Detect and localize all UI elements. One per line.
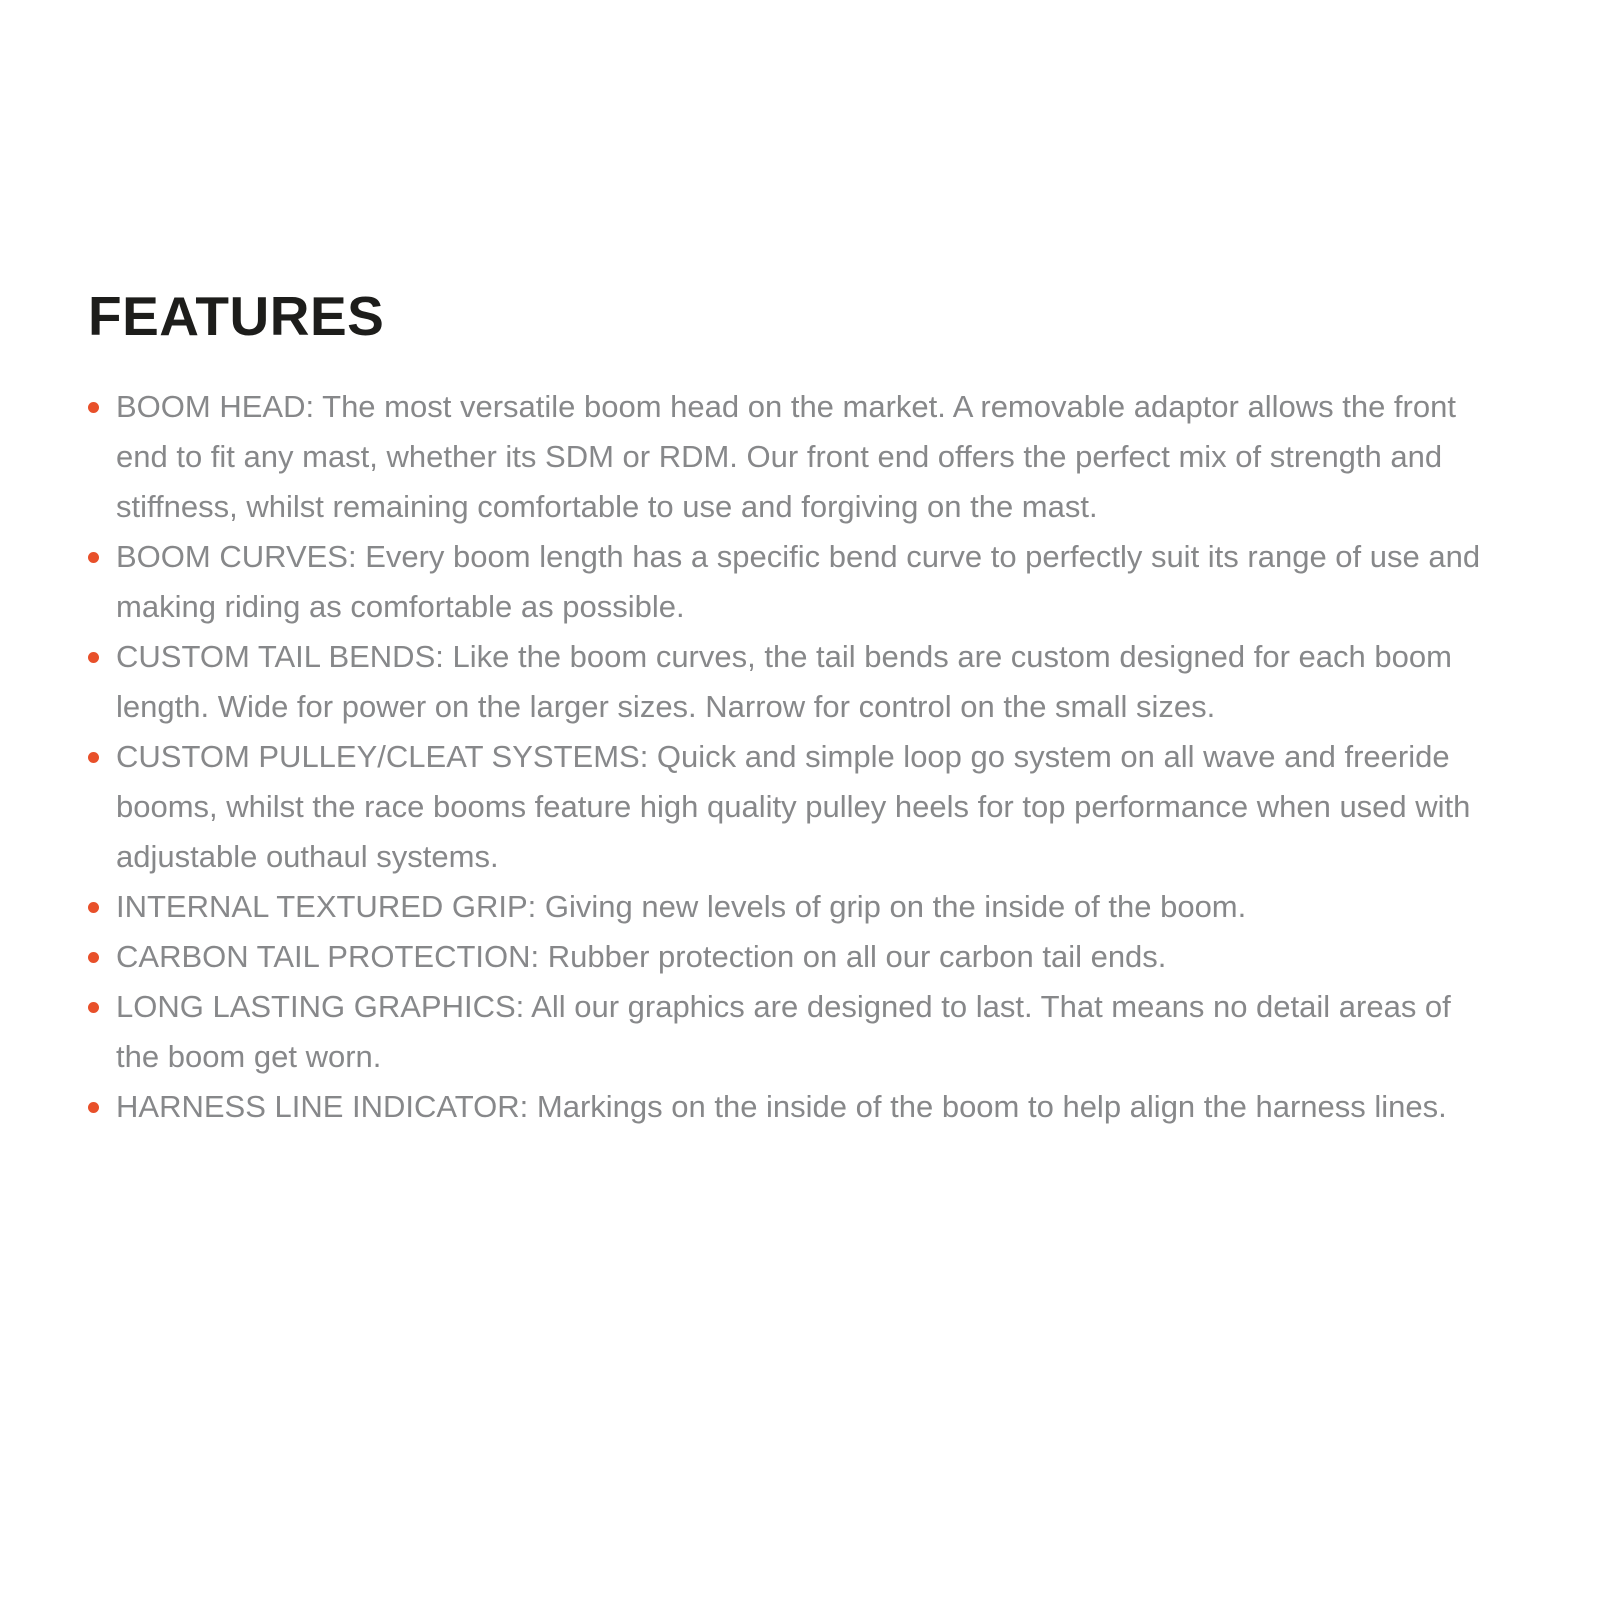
feature-item-custom-pulley-cleat-systems (88, 732, 1483, 882)
bullet-icon (88, 402, 99, 413)
feature-text: CUSTOM TAIL BENDS: Like the boom curves, the tail bends are custom designed for each boom length. Wide for power on the larger sizes. Narrow for control on the small sizes. (116, 639, 1452, 724)
feature-text: HARNESS LINE INDICATOR: Markings on the inside of the boom to help align the harness lines. (116, 1089, 1447, 1124)
feature-text: CUSTOM PULLEY/CLEAT SYSTEMS: Quick and simple loop go system on all wave and freeride booms, whilst the race booms feature high quality pulley heels for top performance when used with adjustable outhaul systems. (116, 739, 1471, 874)
feature-item-carbon-tail-protection (88, 932, 1483, 982)
feature-text: INTERNAL TEXTURED GRIP: Giving new levels of grip on the inside of the boom. (116, 889, 1247, 924)
feature-item-boom-curves (88, 532, 1483, 632)
feature-item-boom-head (88, 382, 1483, 532)
feature-text: LONG LASTING GRAPHICS: All our graphics are designed to last. That means no detail areas of the boom get worn. (116, 989, 1451, 1074)
feature-item-harness-line-indicator (88, 1082, 1483, 1132)
feature-text: BOOM CURVES: Every boom length has a specific bend curve to perfectly suit its range of use and making riding as comfortable as possible. (116, 539, 1481, 624)
features-heading: FEATURES (88, 285, 385, 347)
bullet-icon (88, 952, 99, 963)
feature-text: CARBON TAIL PROTECTION: Rubber protection on all our carbon tail ends. (116, 939, 1167, 974)
bullet-icon (88, 1102, 99, 1113)
feature-text: BOOM HEAD: The most versatile boom head on the market. A removable adaptor allows the front end to fit any mast, whether its SDM or RDM. Our front end offers the perfect mix of strength and stiffness, whilst remaining comfortable to use and forgiving on the mast. (116, 389, 1456, 524)
bullet-icon (88, 1002, 99, 1013)
feature-item-custom-tail-bends (88, 632, 1483, 732)
bullet-icon (88, 902, 99, 913)
feature-item-internal-textured-grip (88, 882, 1483, 932)
bullet-icon (88, 652, 99, 663)
bullet-icon (88, 752, 99, 763)
features-list (88, 382, 1483, 1132)
features-section (88, 285, 1500, 1132)
bullet-icon (88, 552, 99, 563)
feature-item-long-lasting-graphics (88, 982, 1483, 1082)
